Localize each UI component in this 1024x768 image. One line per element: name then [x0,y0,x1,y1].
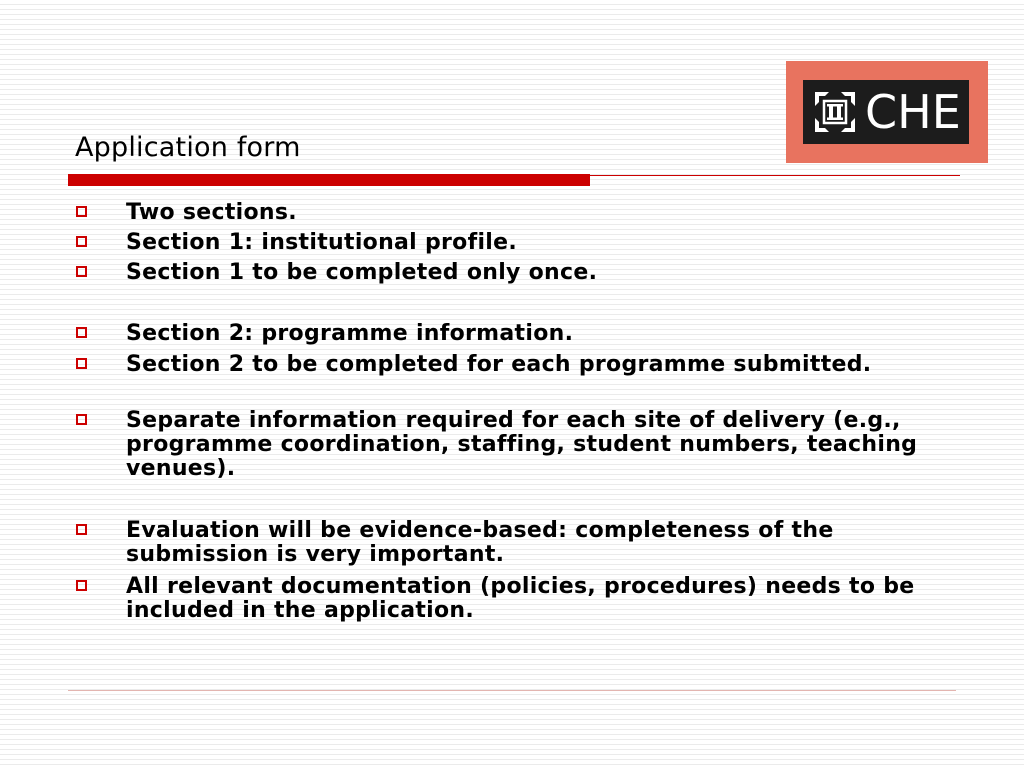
logo-inner-panel [803,80,969,144]
hollow-square-bullet-icon [76,206,87,217]
hollow-square-bullet-icon [76,327,87,338]
title-underline-thin [590,175,960,176]
bullet-text: Section 1 to be completed only once. [126,260,598,285]
bullet-text: All relevant documentation (policies, procedures) needs to be included in the application. [126,574,915,623]
hollow-square-bullet-icon [76,524,87,535]
bullet-text: Section 1: institutional profile. [126,230,518,255]
che-emblem-icon [811,88,859,136]
bullet-text: Section 2 to be completed for each programme submitted. [126,352,872,377]
hollow-square-bullet-icon [76,580,87,591]
che-logo [786,61,988,163]
bullet-text: Separate information required for each site of delivery (e.g., programme coordination, staffing, student numbers, teaching venues). [126,408,918,481]
slide-title: Application form [75,132,301,163]
hollow-square-bullet-icon [76,236,87,247]
title-underline-thick [68,174,590,186]
bullet-text: Two sections. [126,200,297,225]
bullet-text: Evaluation will be evidence-based: completeness of the submission is very important. [126,518,834,567]
logo-text: CHE [865,85,961,139]
hollow-square-bullet-icon [76,266,87,277]
bullet-text: Section 2: programme information. [126,321,574,346]
hollow-square-bullet-icon [76,358,87,369]
hollow-square-bullet-icon [76,414,87,425]
footer-rule [68,690,956,691]
